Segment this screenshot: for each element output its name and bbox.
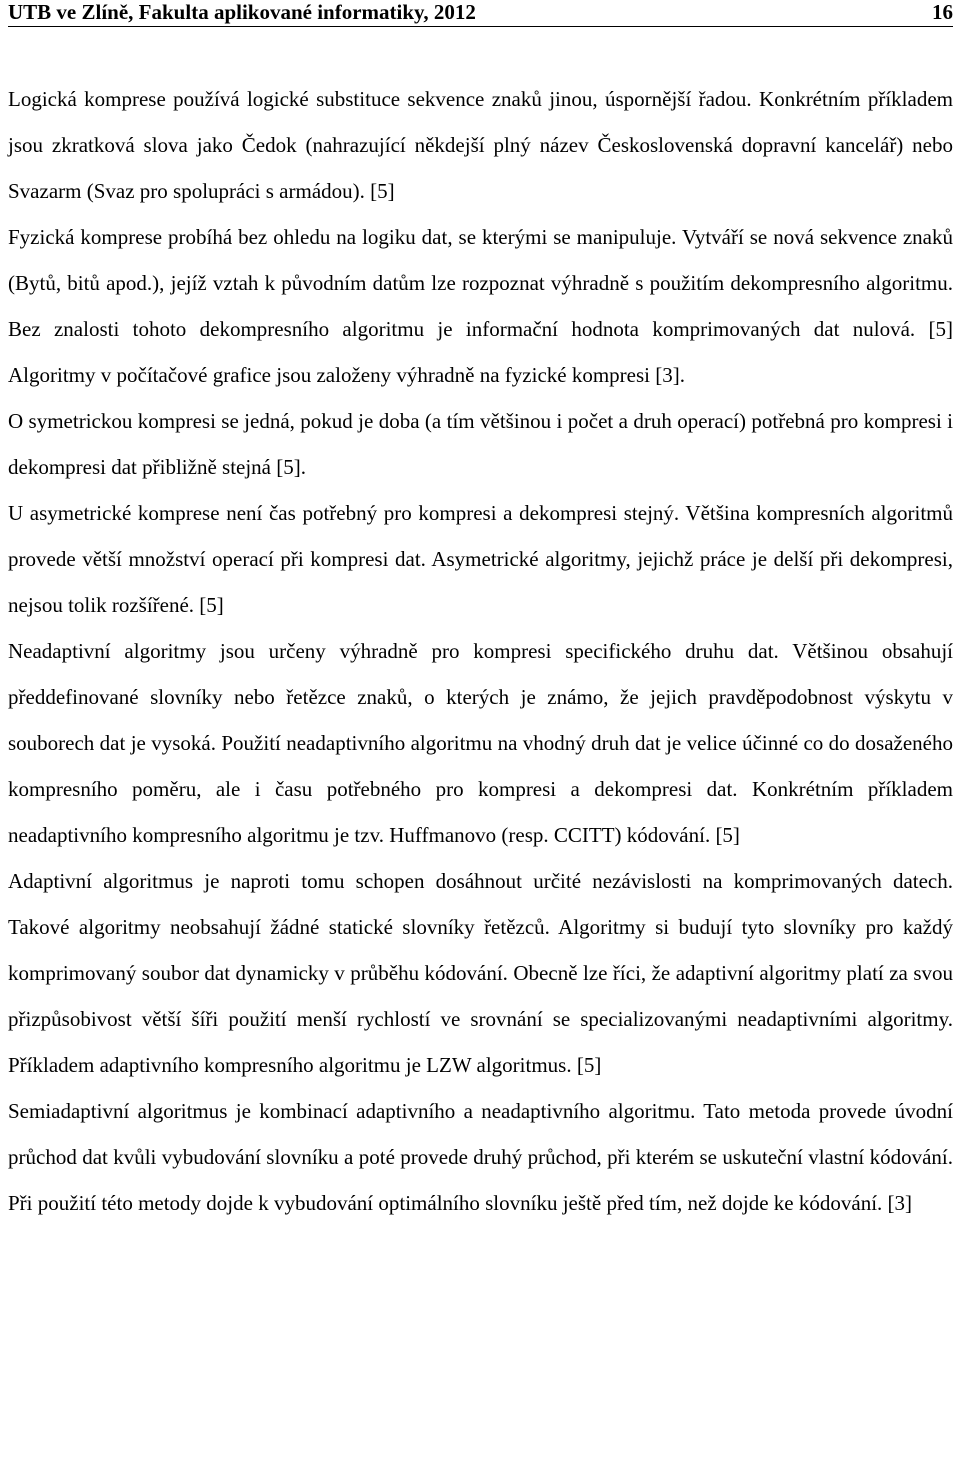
paragraph-adaptive-algorithm: Adaptivní algoritmus je naproti tomu schopen dosáhnout určité nezávislosti na komprimovaných datech. Takové algoritmy neobsahují žádné statické slovníky řetězců. Algoritmy si budují tyto slovníky pro každý komprimovaný soubor dat dynamicky v průběhu kódování. Obecně lze říci, že adaptivní algoritmy platí za svou přizpůsobivost větší šíři použití menší rychlostí ve srovnání se specializovanými neadaptivními algoritmy. Příkladem adaptivního kompresního algoritmu je LZW algoritmus. [5] [8,869,953,1077]
page-header [8,0,953,27]
paragraph-semi-adaptive-algorithm: Semiadaptivní algoritmus je kombinací adaptivního a neadaptivního algoritmu. Tato metoda provede úvodní průchod dat kvůli vybudování slovníku a poté provede druhý průchod, při kterém se uskuteční vlastní kódování. Při použití této metody dojde k vybudování optimálního slovníku ještě před tím, než dojde ke kódování. [3] [8,1099,953,1215]
paragraph-logical-compression: Logická komprese používá logické substituce sekvence znaků jinou, úspornější řadou. Konkrétním příkladem jsou zkratková slova jako Čedok (nahrazující někdejší plný název Československá dopravní kancelář) nebo Svazarm (Svaz pro spolupráci s armádou). [5] [8,87,953,203]
paragraph-asymmetric-compression: U asymetrické komprese není čas potřebný pro kompresi a dekompresi stejný. Většina kompresních algoritmů provede větší množství operací při kompresi dat. Asymetrické algoritmy, jejichž práce je delší při dekompresi, nejsou tolik rozšířené. [5] [8,501,953,617]
header-title: UTB ve Zlíně, Fakulta aplikované informatiky, 2012 [8,0,476,24]
page-number: 16 [932,0,953,24]
paragraph-physical-compression: Fyzická komprese probíhá bez ohledu na logiku dat, se kterými se manipuluje. Vytváří se nová sekvence znaků (Bytů, bitů apod.), jejíž vztah k původním datům lze rozpoznat výhradně s použitím dekompresního algoritmu. Bez znalosti tohoto dekompresního algoritmu je informační hodnota komprimovaných dat nulová. [5] Algoritmy v počítačové grafice jsou založeny výhradně na fyzické kompresi [3]. [8,225,953,387]
page-content [8,76,953,1226]
paragraph-symmetric-compression: O symetrickou kompresi se jedná, pokud je doba (a tím většinou i počet a druh operací) potřebná pro kompresi i dekompresi dat přibližně stejná [5]. [8,409,953,479]
paragraph-non-adaptive-algorithms: Neadaptivní algoritmy jsou určeny výhradně pro kompresi specifického druhu dat. Většinou obsahují předdefinované slovníky nebo řetězce znaků, o kterých je známo, že jejich pravděpodobnost výskytu v souborech dat je vysoká. Použití neadaptivního algoritmu na vhodný druh dat je velice účinné co do dosaženého kompresního poměru, ale i času potřebného pro kompresi a dekompresi dat. Konkrétním příkladem neadaptivního kompresního algoritmu je tzv. Huffmanovo (resp. CCITT) kódování. [5] [8,639,953,847]
